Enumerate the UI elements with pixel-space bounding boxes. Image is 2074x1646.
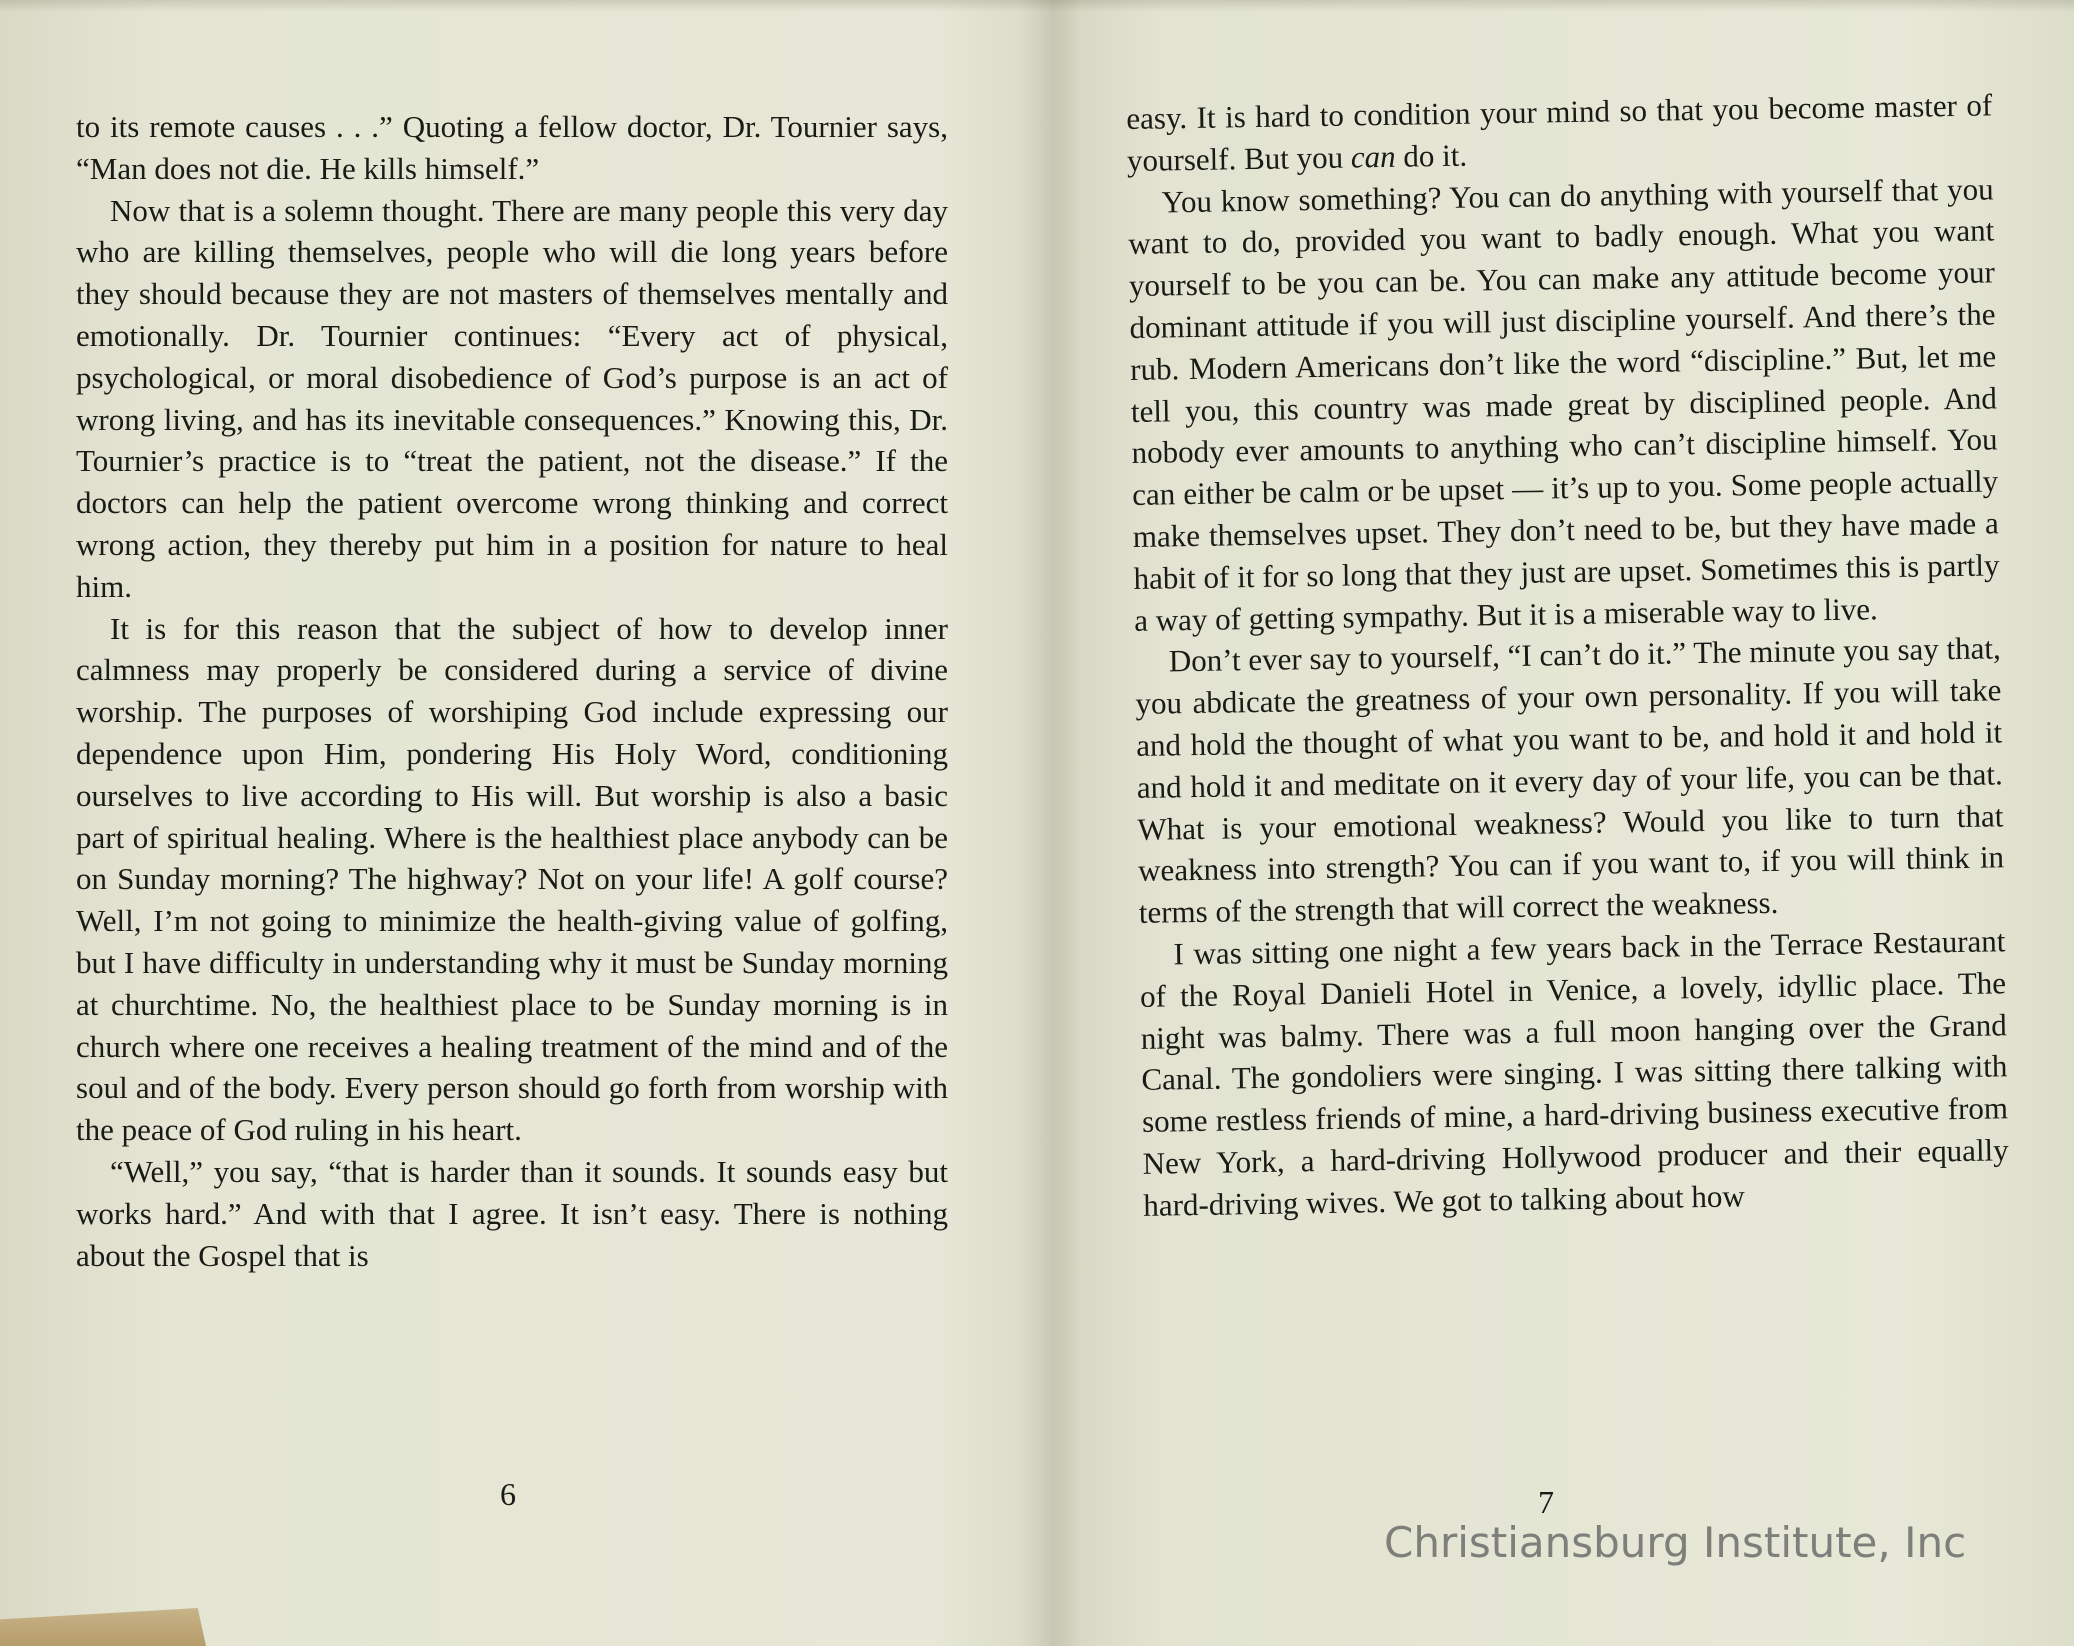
left-paragraph-1: to its remote causes . . .” Quoting a fellow doctor, Dr. Tournier says, “Man does not die. He kills himself.” [76,109,948,186]
right-page-number: 7 [1538,1484,1554,1520]
left-paragraph-2: Now that is a solemn thought. There are many people this very day who are killing themselves, people who will die long years before they should because they are not masters of themselves mentally and emotionally. Dr. Tournier continues: “Every act of physical, psychological, or moral disobedience of God’s purpose is an act of wrong living, and has its inevitable consequences.” Knowing this, Dr. Tournier’s practice is to “treat the patient, not the disease.” If the doctors can help the patient overcome wrong thinking and correct wrong action, they thereby put him in a position for nature to heal him. [76,192,948,604]
right-page [1040,0,2074,1646]
right-paragraph-2: You know something? You can do anything with yourself that you want to do, provided you want to badly enough. What you want yourself to be you can be. You can make any attitude become your dominant attitude if you will just discipline yourself. And there’s the rub. Modern Americans don’t like the word “discipline.” But, let me tell you, this country was made great by disciplined people. And nobody ever amounts to anything who can’t discipline himself. You can either be calm or be upset — it’s up to you. Some people actually make themselves upset. They don’t need to be, but they have made a habit of it for so long that they just are upset. Sometimes this is partly a way of getting sympathy. But it is a miserable way to live. [1128,170,2000,638]
left-paragraph-4: “Well,” you say, “that is harder than it sounds. It sounds easy but works hard.” And with that I agree. It isn’t easy. There is nothing about the Gospel that is [76,1153,948,1273]
left-page-text [76,106,948,1276]
right-paragraph-4: I was sitting one night a few years back in the Terrace Restaurant of the Royal Danieli Hotel in Venice, a lovely, idyllic place. The night was balmy. There was a full moon hanging over the Grand Canal. The gondoliers were singing. I was sitting there talking with some restless friends of mine, a hard-driving business executive from New York, a hard-driving Hollywood producer and their equally hard-driving wives. We got to talking about how [1139,923,2009,1223]
right-paragraph-1-end: do it. [1395,137,1468,174]
right-paragraph-1-start: easy. It is hard to condition your mind so that you become master of yourself. But you [1126,87,1993,178]
right-paragraph-3: Don’t ever say to yourself, “I can’t do it.” The minute you say that, you abdicate the greatness of your own personality. If you will take and hold the thought of what you want to be, and hold it and hold it and hold it and meditate on it every day of your life, you can be that. What is your emotional weakness? Would you like to turn that weakness into strength? You can if you want to, if you will think in terms of the strength that will correct the weakness. [1135,630,2005,931]
left-page-number: 6 [500,1476,516,1512]
right-page-text [1126,84,2010,1226]
right-paragraph-1 [1126,84,1993,181]
emphasis-can: can [1350,138,1396,175]
watermark: Christiansburg Institute, Inc [1384,1518,1967,1567]
left-paragraph-3: It is for this reason that the subject of how to develop inner calmness may properly be considered during a service of divine worship. The purposes of worshiping God include expressing our dependence upon Him, pondering His Holy Word, conditioning ourselves to live according to His will. But worship is also a basic part of spiritual healing. Where is the healthiest place anybody can be on Sunday morning? The highway? Not on your life! A golf course? Well, I’m not going to minimize the health-giving value of golfing, but I have difficulty in understanding why it must be Sunday morning at churchtime. No, the healthiest place to be Sunday morning is in church where one receives a healing treatment of the mind and of the soul and of the body. Every person should go forth from worship with the peace of God ruling in his heart. [76,610,948,1148]
